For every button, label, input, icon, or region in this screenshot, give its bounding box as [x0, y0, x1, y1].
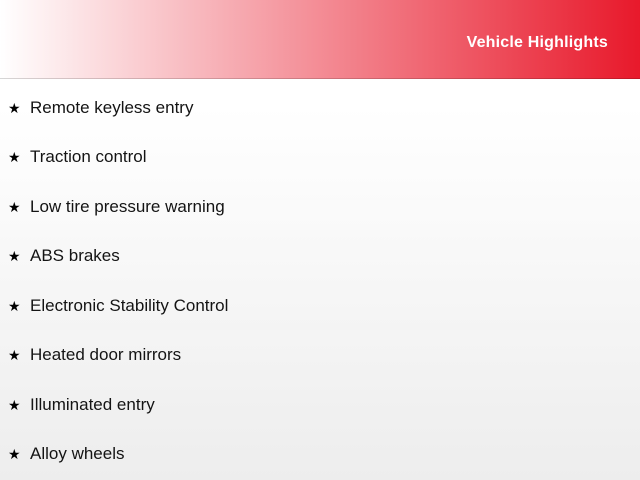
star-icon: ★	[8, 297, 21, 314]
feature-label: Alloy wheels	[30, 444, 125, 464]
list-item	[0, 182, 640, 232]
list-item	[0, 281, 640, 331]
star-icon: ★	[8, 396, 21, 413]
star-icon: ★	[8, 198, 21, 215]
list-item	[0, 430, 640, 480]
star-icon: ★	[8, 248, 21, 265]
list-item	[0, 232, 640, 282]
star-icon: ★	[8, 149, 21, 166]
header-banner	[0, 0, 640, 79]
list-item	[0, 83, 640, 133]
feature-label: Low tire pressure warning	[30, 196, 225, 216]
list-item	[0, 331, 640, 381]
feature-label: ABS brakes	[30, 246, 120, 266]
feature-label: Electronic Stability Control	[30, 295, 229, 315]
star-icon: ★	[8, 347, 21, 364]
feature-label: Heated door mirrors	[30, 345, 182, 365]
star-icon: ★	[8, 99, 21, 116]
feature-list	[0, 79, 640, 479]
feature-label: Traction control	[30, 147, 147, 167]
feature-label: Remote keyless entry	[30, 97, 194, 117]
page-title: Vehicle Highlights	[466, 34, 608, 51]
list-item	[0, 133, 640, 183]
feature-label: Illuminated entry	[30, 394, 155, 414]
list-item	[0, 380, 640, 430]
star-icon: ★	[8, 446, 21, 463]
